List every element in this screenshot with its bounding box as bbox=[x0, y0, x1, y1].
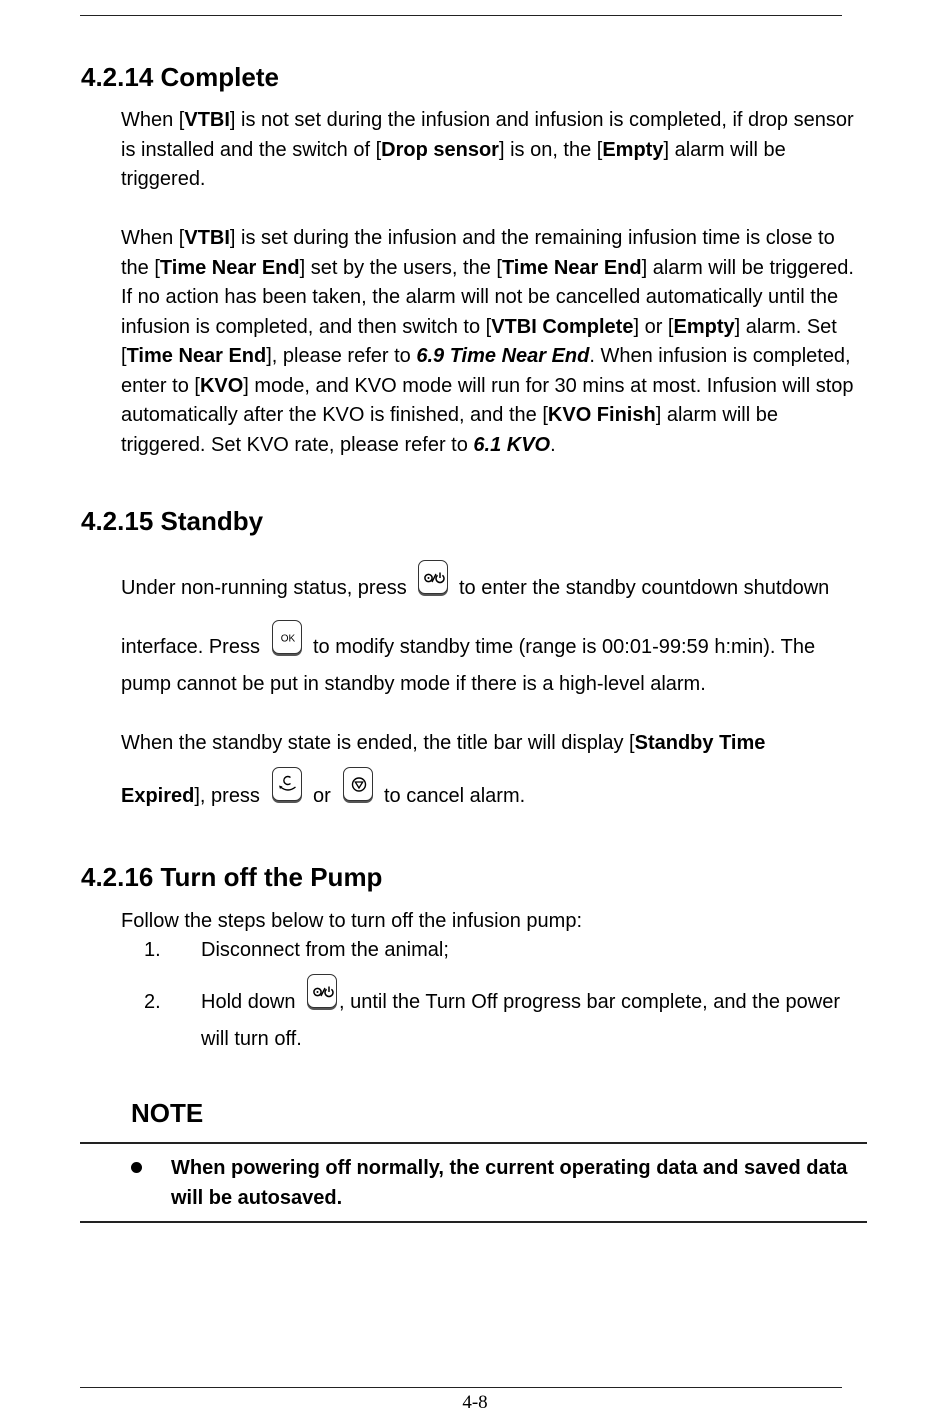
standby-line-2b: to modify standby time (range is 00:01-99:59 h:min). The bbox=[313, 636, 816, 658]
standby-line-5d: to cancel alarm. bbox=[384, 785, 526, 807]
bullet-icon bbox=[131, 1162, 142, 1173]
step-2-number: 2. bbox=[144, 991, 161, 1013]
note-text: When powering off normally, the current operating data and saved data will be autosaved. bbox=[171, 1157, 848, 1209]
page-number: 4-8 bbox=[462, 1392, 488, 1413]
header-rule bbox=[80, 15, 842, 16]
standby-line-1b: to enter the standby countdown shutdown bbox=[459, 577, 830, 599]
cross-reference-kvo: 6.1 KVO bbox=[473, 433, 551, 456]
step-1-number: 1. bbox=[144, 939, 161, 961]
complete-paragraph-2: When [VTBI] is set during the infusion and the remaining infusion time is close to the [Time Near End] set by the users, the [Time Near End] alarm will be triggered. If no action has been taken, the alarm will not be cancelled automatically until the infusion is completed, and then switch to [VTBI Complete] or [Empty] alarm. Set [Time Near End], please refer to 6.9 Time Near End. When infusion is completed, enter to [KVO] mode, and KVO mode will run for 30 mins at most. Infusion will stop automatically after the KVO is finished, and the [KVO Finish] alarm will be triggered. Set KVO rate, please refer to 6.1 KVO. bbox=[121, 227, 854, 456]
power-standby-key-icon bbox=[307, 974, 337, 1008]
step-1-text: Disconnect from the animal; bbox=[201, 939, 449, 961]
step-2-text-c: will turn off. bbox=[201, 1028, 302, 1050]
standby-line-4: When the standby state is ended, the title bar will display [Standby Time bbox=[121, 732, 766, 754]
power-standby-key-icon bbox=[418, 560, 448, 594]
standby-line-1a: Under non-running status, press bbox=[121, 577, 407, 599]
ok-key-icon bbox=[272, 620, 302, 654]
note-top-rule bbox=[80, 1142, 867, 1144]
section-heading-standby: 4.2.15 Standby bbox=[81, 506, 264, 536]
standby-line-2a: interface. Press bbox=[121, 636, 260, 658]
standby-line-5c: or bbox=[313, 785, 331, 807]
cross-reference-time-near-end: 6.9 Time Near End bbox=[416, 345, 590, 367]
footer-rule bbox=[80, 1387, 842, 1388]
section-heading-turn-off: 4.2.16 Turn off the Pump bbox=[81, 862, 383, 892]
standby-line-3: pump cannot be put in standby mode if there is a high-level alarm. bbox=[121, 673, 706, 695]
svg-text:OK: OK bbox=[280, 633, 296, 645]
alarm-silence-key-icon bbox=[272, 767, 302, 801]
step-2-text-a: Hold down bbox=[201, 991, 296, 1013]
complete-paragraph-1: When [VTBI] is not set during the infusion and infusion is completed, if drop sensor is installed and the switch of [Drop sensor] is on, the [Empty] alarm will be triggered. bbox=[121, 109, 854, 190]
step-2-text-b: , until the Turn Off progress bar complete, and the power bbox=[339, 991, 841, 1013]
turn-off-intro: Follow the steps below to turn off the infusion pump: bbox=[121, 910, 583, 932]
note-title: NOTE bbox=[131, 1098, 204, 1128]
note-bottom-rule bbox=[80, 1221, 867, 1223]
standby-line-5a: Expired], press bbox=[121, 785, 260, 807]
stop-key-icon bbox=[343, 767, 373, 801]
section-heading-complete: 4.2.14 Complete bbox=[81, 62, 279, 92]
